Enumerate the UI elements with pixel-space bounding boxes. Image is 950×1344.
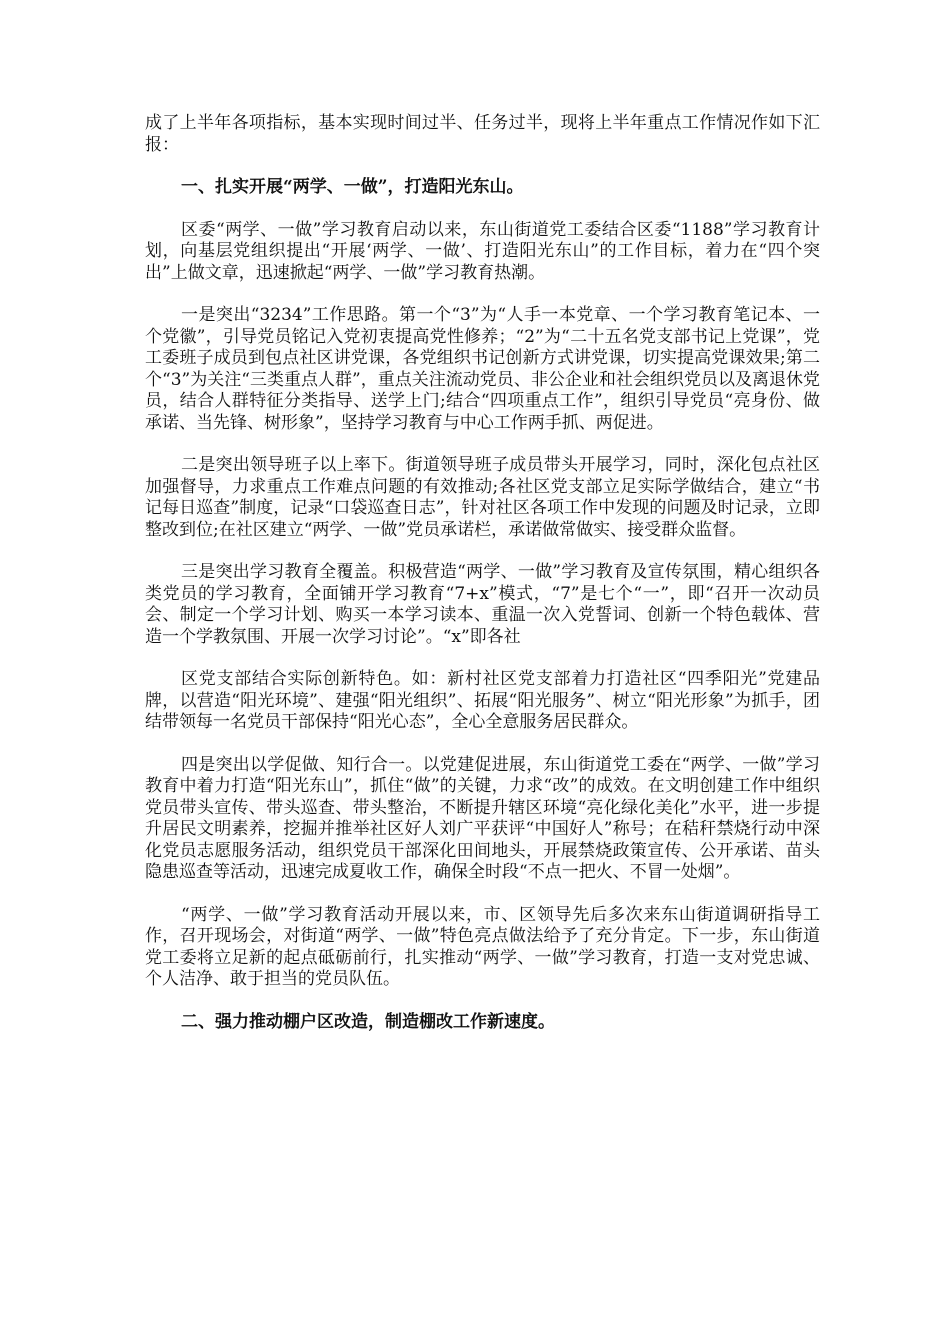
body-paragraph: 区委“两学、一做”学习教育启动以来，东山街道党工委结合区委“1188”学习教育计划，向基层党组织提出“开展‘两学、一做’、打造阳光东山”的工作目标，着力在“四个突出”上做文章，迅速掀起“两学、一做”学习教育热潮。 [145, 219, 820, 283]
document-page [145, 113, 820, 1054]
intro-paragraph: 成了上半年各项指标，基本实现时间过半、任务过半，现将上半年重点工作情况作如下汇报： [145, 113, 820, 155]
body-paragraph: “两学、一做”学习教育活动开展以来，市、区领导先后多次来东山街道调研指导工作，召开现场会，对街道“两学、一做”特色亮点做法给予了充分肯定。下一步，东山街道党工委将立足新的起点砥砺前行，扎实推动“两学、一做”学习教育，打造一支对党忠诚、个人洁净、敢于担当的党员队伍。 [145, 904, 820, 989]
body-paragraph: 四是突出以学促做、知行合一。以党建促进展，东山街道党工委在“两学、一做”学习教育中着力打造“阳光东山”，抓住“做”的关键，力求“改”的成效。在文明创建工作中组织党员带头宣传、带头巡查、带头整治，不断提升辖区环境“亮化绿化美化”水平，进一步提升居民文明素养，挖掘并推举社区好人刘广平获评“中国好人”称号；在秸秆禁烧行动中深化党员志愿服务活动，组织党员干部深化田间地头，开展禁烧政策宣传、公开承诺、苗头隐患巡查等活动，迅速完成夏收工作，确保全时段“不点一把火、不冒一处烟”。 [145, 754, 820, 882]
section-heading-1: 一、扎实开展“两学、一做”，打造阳光东山。 [181, 177, 524, 197]
body-paragraph: 二是突出领导班子以上率下。街道领导班子成员带头开展学习，同时，深化包点社区加强督导，力求重点工作难点问题的有效推动;各社区党支部立足实际学做结合，建立“书记每日巡查”制度，记录“口袋巡查日志”，针对社区各项工作中发现的问题及时记录，立即整改到位;在社区建立“两学、一做”党员承诺栏，承诺做常做实、接受群众监督。 [145, 455, 820, 540]
section-heading-2: 二、强力推动棚户区改造，制造棚改工作新速度。 [181, 1011, 555, 1032]
body-paragraph: 区党支部结合实际创新特色。如：新村社区党支部着力打造社区“四季阳光”党建品牌，以营造“阳光环境”、建强“阳光组织”、拓展“阳光服务”、树立“阳光形象”为抓手，团结带领每一名党员干部保持“阳光心态”，全心全意服务居民群众。 [145, 669, 820, 732]
body-paragraph: 三是突出学习教育全覆盖。积极营造“两学、一做”学习教育及宣传氛围，精心组织各类党员的学习教育，全面铺开学习教育“7+x”模式，“7”是七个“一”，即“召开一次动员会、制定一个学习计划、购买一本学习读本、重温一次入党誓词、创新一个特色载体、营造一个学教氛围、开展一次学习讨论”。“x”即各社 [145, 562, 820, 647]
body-paragraph: 一是突出“3234”工作思路。第一个“3”为“人手一本党章、一个学习教育笔记本、一个党徽”，引导党员铭记入党初衷提高党性修养；“2”为“二十五名党支部书记上党课”，党工委班子成员到包点社区讲党课，各党组织书记创新方式讲党课，切实提高党课效果;第二个“3”为关注“三类重点人群”，重点关注流动党员、非公企业和社会组织党员以及离退休党员，结合人群特征分类指导、送学上门;结合“四项重点工作”，组织引导党员“亮身份、做承诺、当先锋、树形象”，坚持学习教育与中心工作两手抓、两促进。 [145, 305, 820, 433]
